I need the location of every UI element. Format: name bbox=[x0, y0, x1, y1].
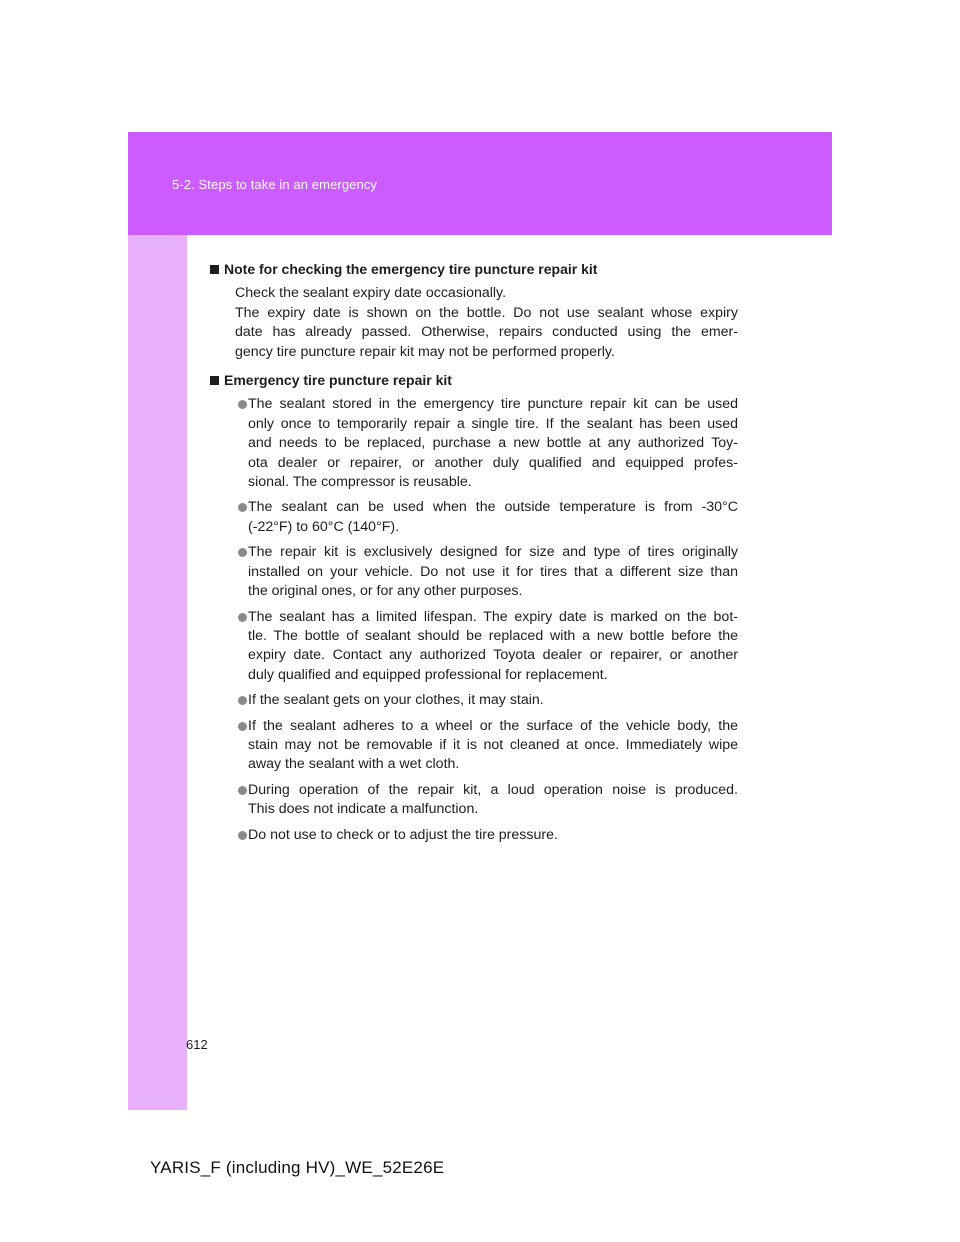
page-content bbox=[208, 260, 738, 854]
round-bullet-icon bbox=[238, 831, 247, 840]
document-id-footer: YARIS_F (including HV)_WE_52E26E bbox=[150, 1158, 445, 1177]
round-bullet-icon bbox=[238, 400, 247, 409]
section-repair-kit bbox=[208, 371, 738, 845]
list-item: During operation of the repair kit, a loud operation noise is produced. This does not indicate a malfunction. bbox=[238, 781, 738, 820]
list-item: The repair kit is exclusively designed for size and type of tires originally installed on your vehicle. Do not use it for tires that a different size than the original ones, or for any other purposes. bbox=[238, 543, 738, 601]
section-header-bar bbox=[128, 132, 832, 235]
section-title: Note for checking the emergency tire puncture repair kit bbox=[208, 260, 738, 279]
list-item: If the sealant adheres to a wheel or the surface of the vehicle body, the stain may not be removable if it is not cleaned at once. Immediately wipe away the sealant with a wet cloth. bbox=[238, 717, 738, 775]
list-item: Do not use to check or to adjust the tire pressure. bbox=[238, 826, 738, 845]
round-bullet-icon bbox=[238, 786, 247, 795]
round-bullet-icon bbox=[238, 503, 247, 512]
list-item: The sealant can be used when the outside temperature is from -30°C (-22°F) to 60°C (140°F). bbox=[238, 498, 738, 537]
list-item: If the sealant gets on your clothes, it may stain. bbox=[238, 691, 738, 710]
section-checking-kit bbox=[208, 260, 738, 362]
paragraph: Check the sealant expiry date occasionally. The expiry date is shown on the bottle. Do not use sealant whose expiry date has already passed. Otherwise, repairs conducted using the emer- gency tire puncture repair kit may not be performed properly. bbox=[235, 285, 738, 360]
round-bullet-icon bbox=[238, 722, 247, 731]
side-strip bbox=[128, 235, 208, 1110]
round-bullet-icon bbox=[238, 696, 247, 705]
section-title: Emergency tire puncture repair kit bbox=[208, 371, 738, 390]
square-bullet-icon bbox=[210, 265, 219, 274]
round-bullet-icon bbox=[238, 613, 247, 622]
list-item: The sealant has a limited lifespan. The expiry date is marked on the bot- tle. The bottle of sealant should be replaced with a new bottle before the expiry date. Contact any authorized Toyota dealer or repairer, or another duly qualified and equipped professional for replacement. bbox=[238, 608, 738, 686]
section-label: 5-2. Steps to take in an emergency bbox=[172, 177, 378, 192]
list-item: The sealant stored in the emergency tire puncture repair kit can be used only once to temporarily repair a single tire. If the sealant has been used and needs to be replaced, purchase a new bottle at any authorized Toy- ota dealer or repairer, or another duly qualified and equipped profes- sional. The compressor is reusable. bbox=[238, 395, 738, 492]
square-bullet-icon bbox=[210, 376, 219, 385]
page-number: 612 bbox=[186, 1037, 208, 1052]
round-bullet-icon bbox=[238, 548, 247, 557]
